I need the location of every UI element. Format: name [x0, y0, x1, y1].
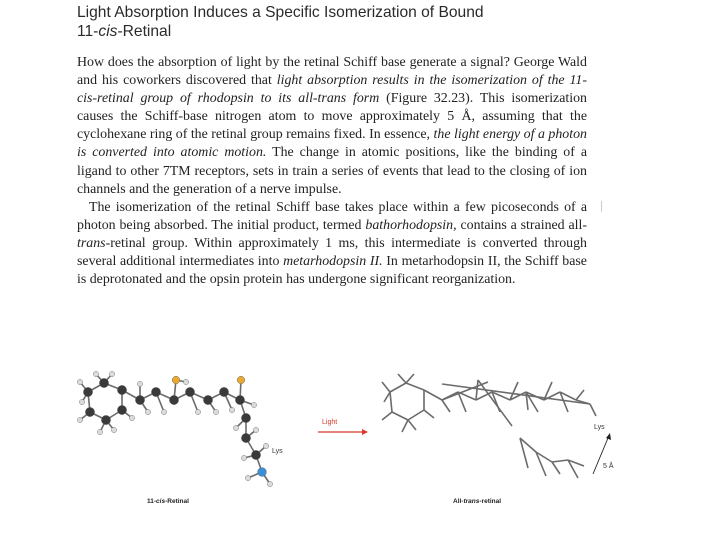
cis-retinal-atom — [241, 455, 246, 460]
light-arrow — [318, 419, 368, 435]
p2-text-2: contains a strained all- — [456, 217, 588, 233]
figure-retinal-isomerization — [0, 360, 720, 535]
cis-retinal-atom — [145, 409, 150, 414]
cis-retinal-atom — [172, 376, 180, 384]
cis-retinal-atom — [101, 415, 110, 424]
cis-retinal-atom — [233, 425, 238, 430]
p2-italic-3: metarhodopsin II. — [283, 254, 383, 270]
displacement-arrow — [593, 433, 614, 474]
left-caption — [147, 498, 189, 505]
cis-retinal-atom — [135, 395, 144, 404]
cis-retinal-atom — [77, 379, 82, 384]
cis-retinal-atom — [99, 378, 108, 387]
left-lys-label: Lys — [272, 448, 283, 455]
trans-retinal-bond — [552, 462, 560, 474]
trans-retinal-bond — [390, 392, 392, 412]
trans-retinal-bond — [390, 383, 406, 392]
cis-retinal-atom — [213, 409, 218, 414]
trans-retinal-bond — [408, 410, 424, 420]
cis-retinal-atom — [267, 481, 272, 486]
trans-retinal-bond — [382, 412, 392, 420]
trans-retinal-bond — [382, 382, 390, 392]
heading-line-2-italic: cis — [98, 23, 118, 40]
trans-retinal-bond — [402, 420, 408, 432]
right-caption — [453, 498, 501, 505]
trans-retinal-bond — [406, 383, 424, 390]
heading-line-1: Light Absorption Induces a Specific Isomerization of Bound — [77, 4, 484, 21]
body-text — [77, 54, 587, 289]
p1-text-2: (Figure 32.23). This isomerization causes the Schiff-base nitrogen atom to move approximately 5 Å, assuming that the cyclohexane ring of the retinal group remains fixed. In essence, — [77, 91, 587, 143]
p1-text-1: How does the absorption of light by the retinal Schiff base generate a signal? George Wald and his coworkers discovered that — [77, 55, 587, 89]
cis-retinal-atom — [97, 429, 102, 434]
cis-retinal-atom — [263, 443, 268, 448]
trans-retinal-bond — [590, 404, 596, 416]
cis-retinal-atom — [229, 407, 234, 412]
molecule-diagram — [0, 360, 720, 535]
cis-retinal-atom — [185, 387, 194, 396]
cis-retinal-atom — [83, 387, 92, 396]
displacement-arrow-head — [606, 433, 611, 440]
trans-retinal-bond — [384, 392, 390, 402]
cis-retinal-atom — [251, 402, 256, 407]
light-label: Light — [322, 419, 338, 426]
paragraph-2 — [77, 199, 587, 289]
right-caption-suffix: -retinal — [479, 498, 502, 505]
cis-retinal-atom — [117, 405, 126, 414]
cis-retinal-atom — [251, 450, 260, 459]
cis-retinal-atom — [203, 395, 212, 404]
cis-retinal-atom — [161, 409, 166, 414]
trans-retinal-bond — [424, 410, 434, 418]
cis-retinal-atom — [151, 387, 160, 396]
trans-retinal-bond — [406, 374, 414, 383]
trans-retinal-bond — [424, 390, 442, 400]
left-caption-italic: cis — [156, 498, 166, 505]
cis-retinal-atom — [77, 417, 82, 422]
right-lys-label: Lys — [594, 424, 605, 431]
p2-italic-1: bathorhodopsin, — [365, 217, 457, 233]
p2-text-1: The isomerization of the retinal Schiff base takes place within a few picoseconds of a photon being absorbed. The initial product, termed — [77, 199, 587, 233]
cis-retinal-atom — [137, 381, 142, 386]
p1-italic-1: light absorption results in the isomerization of the 11-cis-retinal group of rhodopsin to its all-trans form — [77, 73, 588, 107]
p1-italic-2: the light energy of a photon is converted into atomic motion. — [77, 127, 587, 161]
right-caption-prefix: All- — [453, 498, 464, 505]
cis-retinal-atom — [219, 387, 228, 396]
cis-retinal-atom — [253, 427, 258, 432]
trans-retinal-bond — [408, 420, 416, 430]
right-caption-italic: trans — [463, 498, 480, 505]
left-caption-suffix: -Retinal — [165, 498, 189, 505]
cis-retinal-atom — [235, 395, 244, 404]
p2-text-3: -retinal group. Within approximately 1 ms, this intermediate is converted through several additional intermediates into — [77, 235, 587, 270]
p2-text-4: In metarhodopsin II, the Schiff base is deprotonated and the opsin protein has undergone significant reorganization. — [77, 254, 587, 288]
cis-retinal-atom — [117, 385, 126, 394]
p1-text-3: The change in atomic positions, like the binding of a ligand to other 7TM receptors, sets in train a series of events that lead to the closing of ion channels and the generation of a nerve impulse. — [77, 145, 587, 197]
cis-retinal-atom — [169, 395, 178, 404]
trans-retinal-bond — [392, 412, 408, 420]
heading-line-2-prefix: 11- — [77, 23, 99, 40]
cis-retinal-atom — [129, 415, 134, 420]
cis-retinal-atom — [109, 371, 114, 376]
cis-retinal-atom — [93, 371, 98, 376]
paragraph-1 — [77, 54, 587, 199]
trans-retinal-bond — [398, 374, 406, 383]
cis-retinal-atom — [79, 399, 84, 404]
trans-retinal-bond — [442, 400, 450, 412]
cis-retinal-atom — [237, 376, 245, 384]
cis-retinal-atom — [258, 468, 267, 477]
cis-retinal-atom — [245, 475, 250, 480]
cis-retinal-atom — [241, 413, 250, 422]
distance-label: 5 Å — [603, 463, 614, 470]
cis-retinal-atom — [241, 433, 250, 442]
left-caption-prefix: 11- — [147, 498, 157, 505]
section-heading — [77, 3, 677, 41]
cis-retinal-atom — [111, 427, 116, 432]
p2-italic-2: trans — [77, 235, 106, 251]
cis-retinal-atom — [195, 409, 200, 414]
margin-mark — [601, 201, 602, 212]
cis-retinal-atom — [85, 407, 94, 416]
cis-retinal-atom — [183, 379, 188, 384]
trans-retinal-bond — [478, 380, 512, 426]
trans-retinal-bond — [476, 380, 478, 400]
light-arrow-head — [362, 429, 368, 435]
trans-retinal-bond — [552, 460, 568, 462]
trans-retinal-bond — [576, 390, 584, 400]
heading-line-2-suffix: -Retinal — [117, 23, 172, 40]
